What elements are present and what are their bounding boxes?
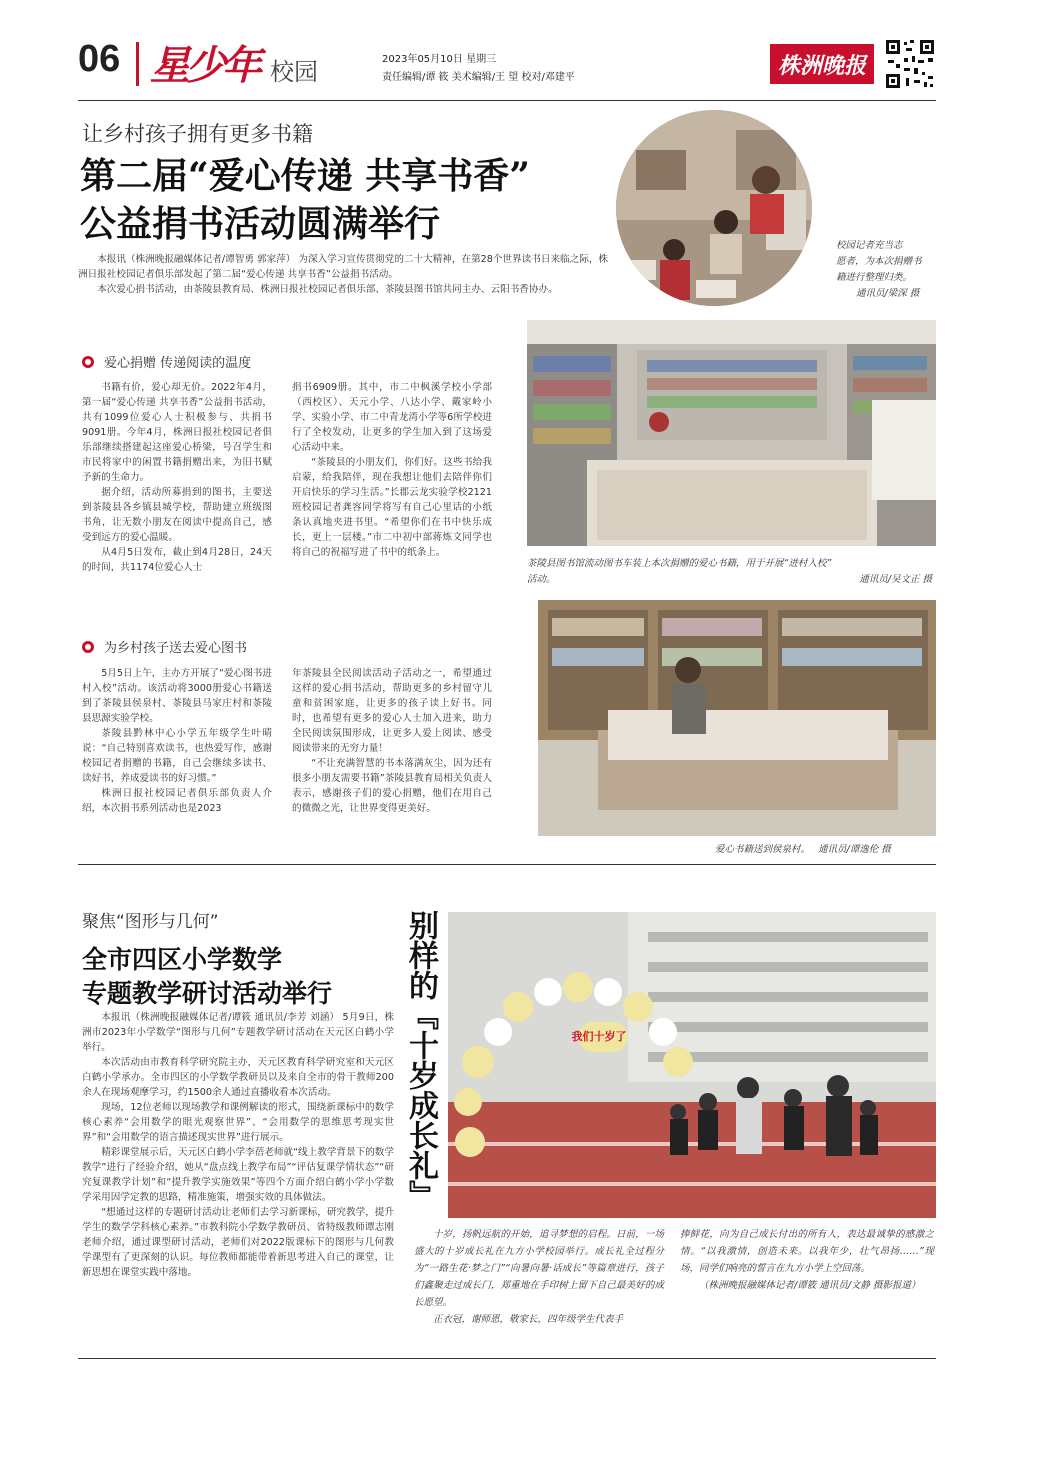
body-paragraph: 本次活动由市教育科学研究院主办，天元区教育科学研究室和天元区白鹤小学承办。全市四区的小学数学教研员以及来自全市的骨干教师200余人在现场观摩学习，约1500余人通过直播收看本次活动。 <box>82 1057 394 1098</box>
bookmobile-photo <box>527 320 936 546</box>
section-bullet-icon <box>82 356 94 368</box>
caption-line: 籍进行整理归类。 <box>836 272 913 283</box>
body-paragraph: 本报讯（株洲晚报融媒体记者/谭筱 通讯员/李芳 刘涵） 5月9日，株洲市2023年小学数学“图形与几何”专题教学研讨活动在天元区白鹤小学举行。 <box>82 1012 394 1053</box>
article2-body <box>82 1010 394 1280</box>
header-divider <box>136 42 139 86</box>
arch-sign-text: 我们十岁了 <box>571 1030 627 1043</box>
section2-title: 为乡村孩子送去爱心图书 <box>104 641 248 656</box>
section-name: 校园 <box>270 58 318 86</box>
body-paragraph: 年茶陵县全民阅读活动子活动之一，希望通过这样的爱心捐书活动，帮助更多的乡村留守儿童和贫困家庭，让更多的孩子读上好书。同时，也希望有更多的爱心人士加入进来，助力全民阅读氛围形成，让更多人爱上阅读、感受阅读带来的无穷力量！ <box>292 668 492 754</box>
body-paragraph: 十岁，扬帆远航的开始，追寻梦想的启程。日前，一场盛大的十岁成长礼在九方小学校园举行。成长礼全过程分为“一路生花·梦之门”“向暑向暑·话成长”等篇章进行，孩子们鑫聚走过成长门，郑重地在手印树上留下自己最美好的成长愿望。 <box>414 1229 664 1308</box>
body-paragraph: 精彩课堂展示后，天元区白鹤小学李蓓老师就“线上教学背景下的数学教学”进行了经验介绍，她从“盘点线上教学布局”“评估复课学情状态”“研究复课教学计划”和“提升教学实施效果”等四个方面介绍白鹤小学小学数学采用因学定教的思路，精准施策，增强实效的具体做法。 <box>82 1147 394 1203</box>
body-paragraph: 现场，12位老师以现场教学和课例解读的形式，围绕新课标中的数学核心素养“会用数学的眼光观察世界”、“会用数学的思维思考现实世界”和“会用数学的语言描述现实世界”进行展示。 <box>82 1102 394 1143</box>
arch-sign <box>568 1022 630 1050</box>
section2-column-2 <box>292 666 492 816</box>
body-paragraph: 株洲日报社校园记者俱乐部负责人介绍，本次捐书系列活动也是2023 <box>82 788 272 814</box>
section1-heading <box>82 352 251 371</box>
page-number: 06 <box>78 38 121 80</box>
page-header <box>70 30 940 98</box>
photo-credit: （株洲晚报融媒体记者/谭筱 通讯员/文静 摄影报道） <box>699 1280 921 1291</box>
article2-kicker: 聚焦“图形与几何” <box>82 912 219 932</box>
lead-paragraph: 本报讯（株洲晚报融媒体记者/谭智勇 郭家萍） 为深入学习宣传贯彻党的二十大精神，在第28个世界读书日来临之际，株洲日报社校园记者俱乐部发起了第二届“爱心传递 共享书香”公益捐书活动。 <box>78 254 609 280</box>
lead-paragraph: 本次爱心捐书活动，由茶陵县教育局、株洲日报社校园记者俱乐部、茶陵县图书馆共同主办、云阳书香协办。 <box>97 284 558 295</box>
body-paragraph: “不让充满智慧的书本落满灰尘，因为还有很多小朋友需要书籍”茶陵县教育局相关负责人表示，感谢孩子们的爱心捐赠，他们在用自己的微微之光，让世界变得更美好。 <box>292 758 492 814</box>
section2-column-1 <box>82 666 272 816</box>
paper-logo <box>770 44 874 84</box>
section1-title: 爱心捐赠 传递阅读的温度 <box>104 356 252 371</box>
coming-of-age-photo <box>448 912 936 1218</box>
caption-line: 爱心书籍送到侯泉村。 <box>715 844 811 855</box>
caption-line: 校园记者充当志 <box>836 240 903 251</box>
caption-line: 愿者，为本次捐赠书 <box>836 256 922 267</box>
qr-code[interactable] <box>884 38 936 90</box>
caption-line: 活动。 <box>527 574 556 585</box>
body-paragraph: 5月5日上午，主办方开展了“爱心图书进村入校”活动。该活动将3000册爱心书籍送到了茶陵县侯泉村、茶陵县马家庄村和茶陵县思源实验学校。 <box>82 668 272 724</box>
article3-column-1 <box>414 1226 664 1328</box>
caption-line: 茶陵县图书馆流动图书车装上本次捐赠的爱心书籍，用于开展“进村入校” <box>527 558 832 569</box>
body-paragraph: 正衣冠，谢师恩，敬家长，四年级学生代表手 <box>433 1314 624 1325</box>
photo-credit: 通讯员/梁深 摄 <box>856 288 920 299</box>
paper-logo-text: 株洲晚报 <box>777 52 866 79</box>
article1-title-line1: 第二届“爱心传递 共享书香” <box>80 155 530 197</box>
article3-column-2 <box>680 1226 934 1294</box>
photo1-caption <box>836 238 946 302</box>
photo3-caption <box>715 842 936 858</box>
body-paragraph: 据介绍，活动所募捐到的图书，主要送到茶陵县各乡镇县城学校，帮助建立班级图书角，让无数小朋友在阅读中提高自己，感受到远方的爱心温暖。 <box>82 487 272 543</box>
section-brand: 星少年 <box>150 42 258 89</box>
article1-title-line2: 公益捐书活动圆满举行 <box>80 203 441 245</box>
body-paragraph: “想通过这样的专题研讨活动让老师们去学习新课标，研究教学，提升学生的数学学科核心素养。”市教科院小学数学教研员、省特级教师谭志刚老师介绍，通过课型研讨活动，老师们对2022版课标下的图形与几何教学课型有了更深刻的认识。每位教师都能带着新思考进入自己的课堂，让新思想在课堂实践中落地。 <box>82 1207 394 1278</box>
photo-credit: 通讯员/吴文正 摄 <box>859 574 932 585</box>
body-paragraph: 茶陵县黔林中心小学五年级学生叶晴说：“自己特别喜欢读书，也热爱写作，感谢校园记者捐赠的书籍，自己会继续多读书、读好书，养成爱读书的好习惯。” <box>82 728 272 784</box>
section-bullet-icon <box>82 641 94 653</box>
article1-kicker: 让乡村孩子拥有更多书籍 <box>82 122 313 146</box>
article3-vertical-title: 别样的『十岁成长礼』 <box>403 910 438 1210</box>
date-line: 2023年05月10日 星期三 <box>382 54 497 65</box>
body-paragraph: 捧鲜花，向为自己成长付出的所有人，表达最诚挚的感激之情。“以我激情，创造未来。以我年少，壮气昂扬……”现场，同学们响亮的誓言在九方小学上空回荡。 <box>680 1229 934 1274</box>
article2-title-line1: 全市四区小学数学 <box>82 945 283 974</box>
editors-line: 责任编辑/谭 筱 美术编辑/王 望 校对/邓建平 <box>382 72 575 83</box>
section2-heading <box>82 637 247 656</box>
footer-rule <box>78 1358 936 1359</box>
body-paragraph: 从4月5日发布，截止到4月28日，24天的时间，共1174位爱心人士 <box>82 547 272 573</box>
section1-column-2 <box>292 380 492 560</box>
body-paragraph: 捐书6909册。其中，市二中枫溪学校小学部（西校区）、天元小学、八达小学、戴家岭小学、实验小学、市二中青龙湾小学等6所学校进行了全校发动，让更多的学生加入到了这场爱心活动中来。 <box>292 382 492 453</box>
header-rule <box>78 100 936 101</box>
volunteers-photo <box>616 110 812 306</box>
library-photo <box>538 600 936 836</box>
photo2-caption <box>527 556 936 588</box>
article2-title-line2: 专题教学研讨活动举行 <box>82 979 333 1008</box>
photo-credit: 通讯员/谭逸伦 摄 <box>818 844 891 855</box>
body-paragraph: 书籍有价，爱心却无价。2022年4月，第一届“爱心传递 共享书香”公益捐书活动，共有1099位爱心人士积极参与、共捐书9091册。今年4月，株洲日报社校园记者俱乐部继续搭建起这座爱心桥梁，号召学生和市民将家中的闲置书籍捐赠出来，为旧书赋予新的生命力。 <box>82 382 272 483</box>
body-paragraph: “茶陵县的小朋友们，你们好。这些书给我启蒙，给我陪伴，现在我想让他们去陪伴你们开启快乐的学习生活。”长郡云龙实验学校2121班校园记者龚容同学将写有自己心里话的小纸条认真地夹进书里。“希望你们在书中快乐成长，更上一层楼。”市二中初中部蒋炼文同学也将自己的祝福写进了书中的纸条上。 <box>292 457 492 558</box>
section1-column-1 <box>82 380 272 575</box>
article-divider <box>78 864 936 865</box>
article1-lead <box>78 252 608 297</box>
